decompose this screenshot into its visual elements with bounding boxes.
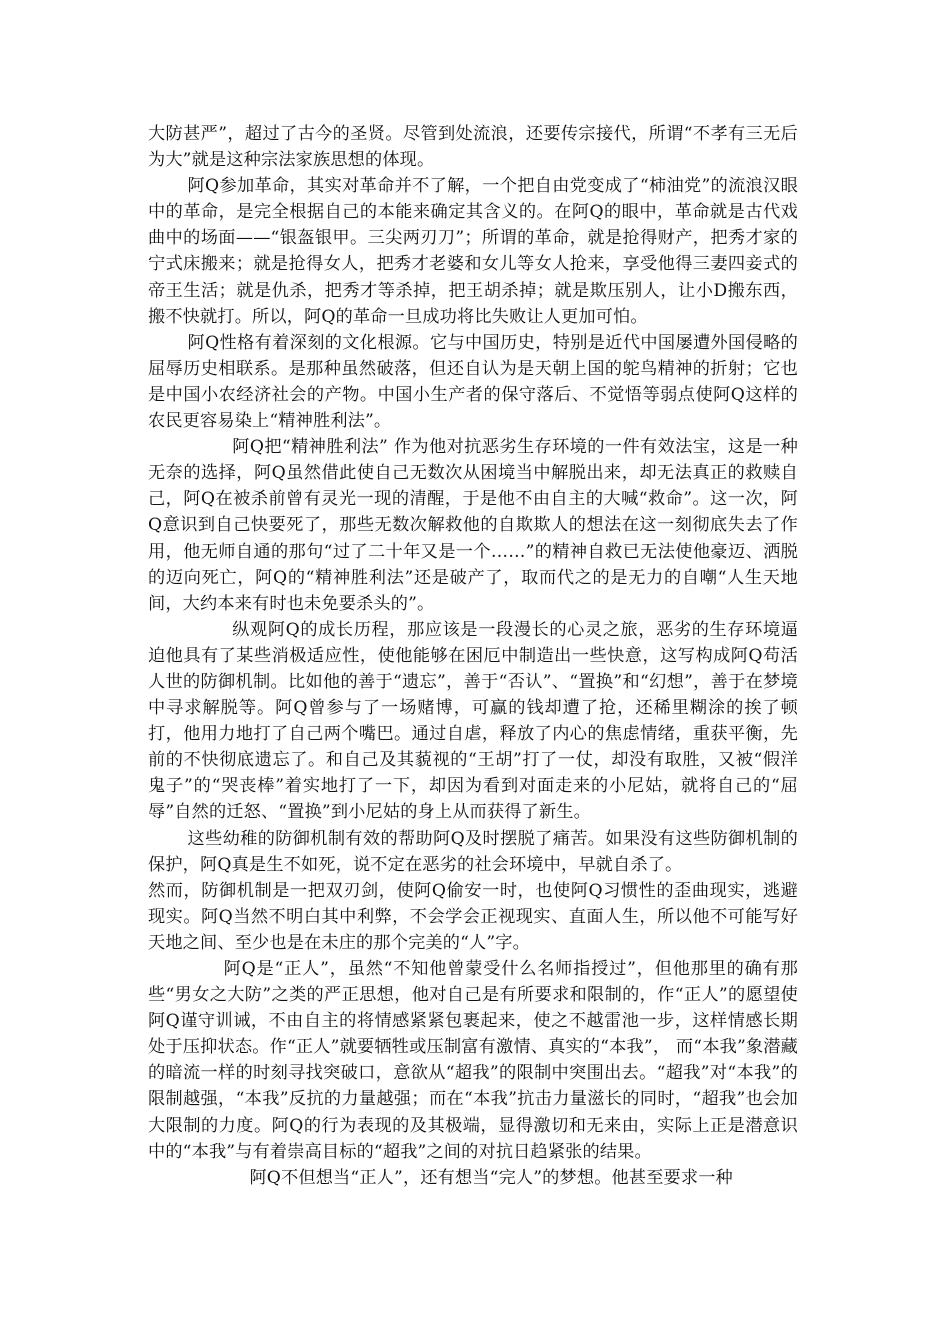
paragraph-growth-history: 纵观阿Q的成长历程，那应该是一段漫长的心灵之旅，恶劣的生存环境逼迫他具有了某些消极适应性，使他能够在困厄中制造出一些快意，这写构成阿Q苟活人世的防御机制。比如他的善于“遗忘”，善于“否认”、“置换”和“幻想”，善于在梦境中寻求解脱等。阿Q曾参与了一场赌博，可赢的钱却遭了抢，还稀里糊涂的挨了顿打，他用力地打了自己两个嘴巴。通过自虐，释放了内心的焦虑情绪，重获平衡，先前的不快彻底遗忘了。和自己及其藐视的“王胡”打了一仗，却没有取胜，又被“假洋鬼子”的“哭丧棒”着实地打了一下，却因为看到对面走来的小尼姑，就将自己的“屈辱”自然的迁怒、“置换”到小尼姑的身上从而获得了新生。 (148, 619, 798, 823)
paragraph-defense-mechanism: 这些幼稚的防御机制有效的帮助阿Q及时摆脱了痛苦。如果没有这些防御机制的保护，阿Q真是生不如死，说不定在恶劣的社会环境中，早就自杀了。 (148, 828, 798, 875)
paragraph-continuation: 大防甚严”，超过了古今的圣贤。尽管到处流浪，还要传宗接代，所谓“不孝有三无后为大”就是这种宗法家族思想的体现。 (148, 124, 798, 171)
paragraph-double-edged-sword: 然而，防御机制是一把双刃剑，使阿Q偷安一时，也使阿Q习惯性的歪曲现实，逃避现实。阿Q当然不明白其中利弊，不会学会正视现实、直面人生，所以他不可能写好天地之间、至少也是在未庄的那个完美的“人”字。 (148, 880, 798, 953)
paragraph-cultural-roots: 阿Q性格有着深刻的文化根源。它与中国历史，特别是近代中国屡遭外国侵略的屈辱历史相联系。是那种虽然破落，但还自认为是天朝上国的鸵鸟精神的折射；它也是中国小农经济社会的产物。中国小生产者的保守落后、不觉悟等弱点使阿Q这样的农民更容易染上“精神胜利法”。 (148, 332, 798, 432)
body-text (148, 121, 798, 1191)
paragraph-spiritual-victory: 阿Q把“精神胜利法” 作为他对抗恶劣生存环境的一件有效法宝，这是一种无奈的选择，阿Q虽然借此使自己无数次从困境当中解脱出来，却无法真正的救赎自己，阿Q在被杀前曾有灵光一现的清醒，于是他不由自主的大喊“救命”。这一次，阿Q意识到自己快要死了，那些无数次解救他的自欺欺人的想法在这一刻彻底失去了作用，他无师自通的那句“过了二十年又是一个……”的精神自救已无法使他豪迈、洒脱的迈向死亡，阿Q的“精神胜利法”还是破产了，取而代之的是无力的自嘲“人生天地间，大约本来有时也未免要杀头的”。 (148, 437, 798, 614)
paragraph-upright-person: 阿Q是“正人”，虽然“不知他曾蒙受什么名师指授过”，但他那里的确有那些“男女之大防”之类的严正思想，他对自己是有所要求和限制的，作“正人”的愿望使阿Q谨守训诫，不由自主的将情感紧紧包裹起来，使之不越雷池一步，这样情感长期处于压抑状态。作“正人”就要牺牲或压制富有激情、真实的“本我”， 而“本我”象潜藏的暗流一样的时刻寻找突破口，意欲从“超我”的限制中突围出去。“超我”对“本我”的限制越强，“本我”反抗的力量越强；而在“本我”抗击力量滋长的同时，“超我”也会加大限制的力度。阿Q的行为表现的及其极端，显得激切和无来由，实际上正是潜意识中的“本我”与有着崇高目标的“超我”之间的对抗日趋紧张的结果。 (148, 959, 798, 1162)
paragraph-revolution: 阿Q参加革命，其实对革命并不了解，一个把自由党变成了“柿油党”的流浪汉眼中的革命，是完全根据自己的本能来确定其含义的。在阿Q的眼中，革命就是古代戏曲中的场面——“银盔银甲。三尖两刃刀”；所谓的革命，就是抢得财产，把秀才家的宁式床搬来；就是抢得女人，把秀才老婆和女儿等女人抢来，享受他得三妻四妾式的帝王生活；就是仇杀，把秀才等杀掉，把王胡杀掉；就是欺压别人，让小D搬东西，搬不快就打。所以，阿Q的革命一旦成功将比失败让人更加可怕。 (148, 176, 798, 327)
paragraph-perfect-person: 阿Q不但想当“正人”，还有想当“完人”的梦想。他甚至要求一种 (249, 1167, 733, 1188)
